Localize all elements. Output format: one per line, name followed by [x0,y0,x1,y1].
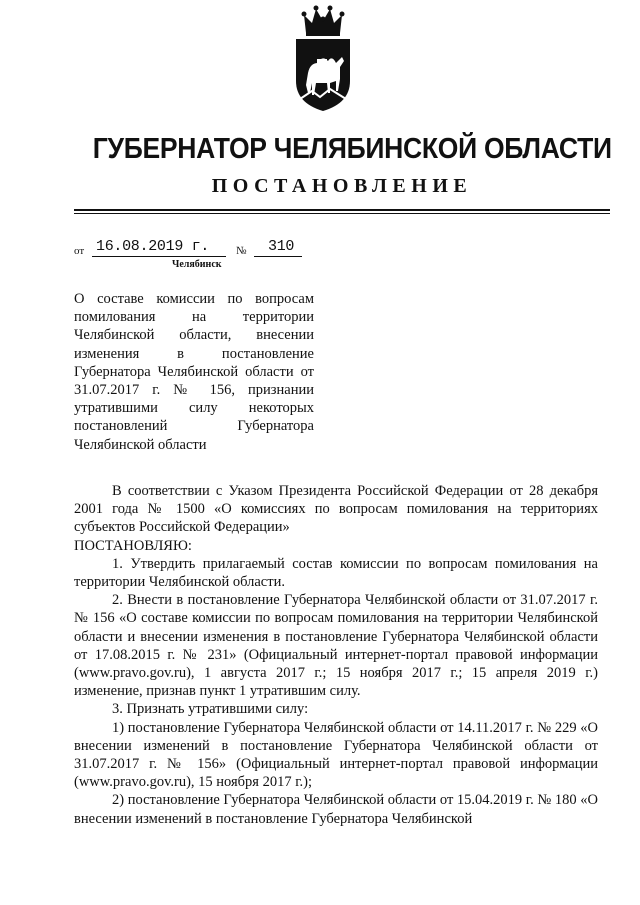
document-city: Челябинск [172,259,222,270]
number-underline [254,256,302,257]
decree-word: ПОСТАНОВЛЯЮ: [74,537,192,554]
body-paragraph: 1. Утвердить прилагаемый состав комиссии по вопросам помилования на территории Челябинской области. [74,555,598,591]
document-meta [74,238,394,260]
body-paragraph: 2) постановление Губернатора Челябинской области от 15.04.2019 г. № 180 «О внесении изменений в постановление Губернатора Челябинской [74,792,598,827]
document-type: ПОСТАНОВЛЕНИЕ [211,175,473,197]
header-divider-thin [74,213,610,214]
document-number: 310 [268,238,295,255]
document-subject: О составе комиссии по вопросам помилования на территории Челябинской области, внесении изменения в постановление Губернатора Челябинской области от 31.07.2017 г. № 156, признании утратившими силу некоторых постановлений Губернатора Челябинской области [74,291,314,453]
coat-of-arms-emblem [290,3,356,113]
body-paragraph: 3. Признать утратившими силу: [112,701,309,718]
body-paragraph: 2. Внести в постановление Губернатора Челябинской области от 31.07.2017 г. № 156 «О составе комиссии по вопросам помилования на территории Челябинской области и внесении изменения в постановление Губернатора Челябинской области от 17.08.2015 г. № 231» (Официальный интернет-портал правовой информации (www.pravo.gov.ru), 1 августа 2017 г.; 15 ноября 2017 г.; 15 апреля 2019 г.) изменение, признав пункт 1 утратившим силу. [74,592,598,700]
document-body [74,482,598,828]
number-label: № [236,245,247,257]
date-label: от [74,245,85,257]
document-date: 16.08.2019 г. [96,238,210,255]
header-divider [74,209,610,211]
issuer-title: ГУБЕРНАТОР ЧЕЛЯБИНСКОЙ ОБЛАСТИ [92,133,612,165]
date-underline [92,256,226,257]
body-paragraph: 1) постановление Губернатора Челябинской области от 14.11.2017 г. № 229 «О внесении изменений в постановление Губернатора Челябинской области от 31.07.2017 г. № 156» (Официальный интернет-портал правовой информации (www.pravo.gov.ru), 15 ноября 2017 г.); [74,719,598,791]
preamble-paragraph: В соответствии с Указом Президента Российской Федерации от 28 декабря 2001 года № 1500 «О комиссиях по вопросам помилования на территориях субъектов Российской Федерации» [74,483,598,536]
